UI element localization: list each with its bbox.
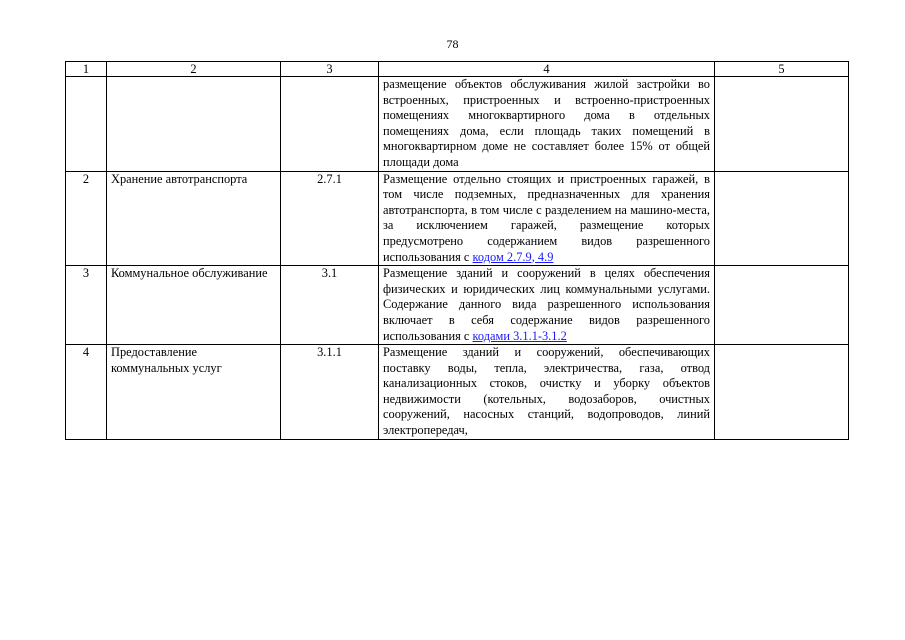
row-number: 4 <box>66 345 107 440</box>
row-code: 3.1 <box>281 266 379 345</box>
row-description-text: Размещение зданий и сооружений, обеспечивающих поставку воды, тепла, электричества, газа, отвод канализационных стоков, очистку и уборку объектов недвижимости (котельных, водозаборов, очистных сооружений, насосных станций, водопроводов, линий электропередач, <box>383 345 710 438</box>
row-description <box>379 171 715 266</box>
row-number <box>66 77 107 172</box>
row-description <box>379 345 715 440</box>
table-row <box>66 345 849 440</box>
row-col5 <box>715 171 849 266</box>
row-number: 3 <box>66 266 107 345</box>
row-name: Хранение автотранспорта <box>107 171 281 266</box>
column-header: 2 <box>107 62 281 77</box>
column-header: 1 <box>66 62 107 77</box>
row-number: 2 <box>66 171 107 266</box>
land-use-table <box>65 61 849 440</box>
row-name: Предоставление коммунальных услуг <box>107 345 281 440</box>
row-description <box>379 77 715 172</box>
code-reference-link[interactable]: кодом 2.7.9, 4.9 <box>472 249 554 264</box>
row-description <box>379 266 715 345</box>
table-row <box>66 77 849 172</box>
row-description-text: размещение объектов обслуживания жилой застройки во встроенных, пристроенных и встроенно-пристроенных помещениях многоквартирного дома в отдельных помещениях дома, если площадь таких помещений в многоквартирном доме не составляет более 15% от общей площади дома <box>383 77 710 169</box>
code-reference-link[interactable]: кодами 3.1.1-3.1.2 <box>472 328 567 343</box>
row-description-text: Размещение зданий и сооружений в целях обеспечения физических и юридических лиц коммунальными услугами. Содержание данного вида разрешенного использования включает в себя содержание видов разрешенного использования с <box>383 266 710 343</box>
row-code: 2.7.1 <box>281 171 379 266</box>
table-header-row <box>66 62 849 77</box>
row-name <box>107 77 281 172</box>
page-number: 78 <box>446 37 459 51</box>
table-row <box>66 171 849 266</box>
row-code: 3.1.1 <box>281 345 379 440</box>
row-description-text: Размещение отдельно стоящих и пристроенных гаражей, в том числе подземных, предназначенных для хранения автотранспорта, в том числе с разделением на машино-места, за исключением гаражей, размещение которых предусмотрено содержанием видов разрешенного использования с <box>383 171 710 264</box>
column-header: 5 <box>715 62 849 77</box>
row-col5 <box>715 77 849 172</box>
row-col5 <box>715 345 849 440</box>
table-row <box>66 266 849 345</box>
row-code <box>281 77 379 172</box>
row-col5 <box>715 266 849 345</box>
column-header: 4 <box>379 62 715 77</box>
column-header: 3 <box>281 62 379 77</box>
row-name: Коммунальное обслуживание <box>107 266 281 345</box>
